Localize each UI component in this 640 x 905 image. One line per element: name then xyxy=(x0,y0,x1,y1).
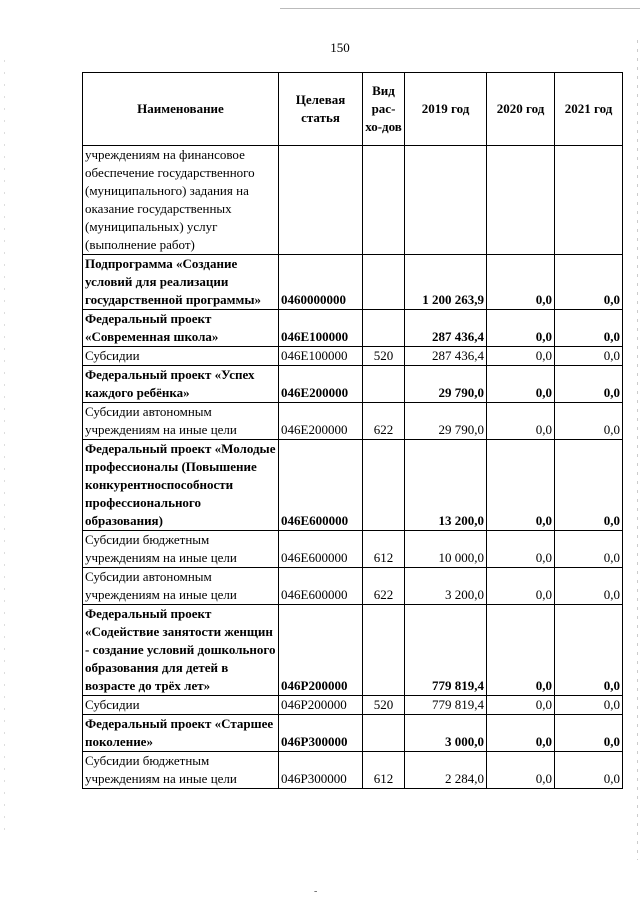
table-row xyxy=(83,715,623,752)
row-code-cell: 046P200000 xyxy=(279,605,363,696)
table-row xyxy=(83,568,623,605)
row-2019-cell: 1 200 263,9 xyxy=(405,255,487,310)
row-2020-cell: 0,0 xyxy=(487,752,555,789)
row-name-cell: Субсидии бюджетным учреждениям на иные цели xyxy=(83,531,279,568)
row-2021-cell: 0,0 xyxy=(555,568,623,605)
table-header-row xyxy=(83,73,623,146)
row-2019-cell: 287 436,4 xyxy=(405,347,487,366)
row-2020-cell xyxy=(487,146,555,255)
header-name: Наименование xyxy=(83,73,279,146)
row-2020-cell: 0,0 xyxy=(487,531,555,568)
row-name-cell: Федеральный проект «Содействие занятости женщин - создание условий дошкольного образования для детей в возрасте до трёх лет» xyxy=(83,605,279,696)
row-2019-cell: 13 200,0 xyxy=(405,440,487,531)
row-2021-cell: 0,0 xyxy=(555,531,623,568)
row-expense-type-cell: 612 xyxy=(363,752,405,789)
row-code-cell: 046Е200000 xyxy=(279,366,363,403)
row-2021-cell xyxy=(555,146,623,255)
row-code-cell: 0460000000 xyxy=(279,255,363,310)
row-2021-cell: 0,0 xyxy=(555,347,623,366)
row-2021-cell: 0,0 xyxy=(555,403,623,440)
page-number: 150 xyxy=(330,40,350,55)
header-code: Целевая статья xyxy=(279,73,363,146)
table-row xyxy=(83,531,623,568)
row-name-cell: Федеральный проект «Старшее поколение» xyxy=(83,715,279,752)
row-code-cell: 046Е600000 xyxy=(279,440,363,531)
table-row xyxy=(83,440,623,531)
row-expense-type-cell: 612 xyxy=(363,531,405,568)
row-2020-cell: 0,0 xyxy=(487,310,555,347)
row-code-cell: 046Е100000 xyxy=(279,347,363,366)
row-name-cell: Федеральный проект «Успех каждого ребёнка» xyxy=(83,366,279,403)
row-expense-type-cell xyxy=(363,605,405,696)
header-expense-type: Вид рас-хо-дов xyxy=(363,73,405,146)
row-2019-cell: 2 284,0 xyxy=(405,752,487,789)
row-2021-cell: 0,0 xyxy=(555,255,623,310)
scan-artifact-right-edge xyxy=(637,40,638,860)
row-expense-type-cell: 520 xyxy=(363,696,405,715)
row-expense-type-cell: 622 xyxy=(363,403,405,440)
row-2020-cell: 0,0 xyxy=(487,715,555,752)
row-2019-cell xyxy=(405,146,487,255)
table-row xyxy=(83,696,623,715)
row-code-cell: 046P200000 xyxy=(279,696,363,715)
row-2019-cell: 779 819,4 xyxy=(405,696,487,715)
row-code-cell: 046P300000 xyxy=(279,715,363,752)
row-2020-cell: 0,0 xyxy=(487,605,555,696)
budget-table xyxy=(82,72,623,789)
row-name-cell: Субсидии автономным учреждениям на иные цели xyxy=(83,403,279,440)
row-2019-cell: 29 790,0 xyxy=(405,366,487,403)
row-expense-type-cell xyxy=(363,146,405,255)
row-2020-cell: 0,0 xyxy=(487,696,555,715)
row-2019-cell: 779 819,4 xyxy=(405,605,487,696)
table-row xyxy=(83,403,623,440)
row-2019-cell: 287 436,4 xyxy=(405,310,487,347)
scan-artifact-top-line xyxy=(280,8,640,9)
row-expense-type-cell: 622 xyxy=(363,568,405,605)
row-2021-cell: 0,0 xyxy=(555,440,623,531)
row-2019-cell: 3 000,0 xyxy=(405,715,487,752)
row-name-cell: Субсидии xyxy=(83,696,279,715)
row-2021-cell: 0,0 xyxy=(555,715,623,752)
row-expense-type-cell xyxy=(363,715,405,752)
footer-mark: - xyxy=(314,886,318,897)
table-row xyxy=(83,146,623,255)
scan-artifact-left-edge xyxy=(4,60,5,840)
table-row xyxy=(83,255,623,310)
row-2020-cell: 0,0 xyxy=(487,255,555,310)
row-name-cell: Федеральный проект «Современная школа» xyxy=(83,310,279,347)
header-2020: 2020 год xyxy=(487,73,555,146)
row-2020-cell: 0,0 xyxy=(487,440,555,531)
row-name-cell: Субсидии автономным учреждениям на иные цели xyxy=(83,568,279,605)
row-code-cell xyxy=(279,146,363,255)
header-2019: 2019 год xyxy=(405,73,487,146)
row-2021-cell: 0,0 xyxy=(555,366,623,403)
row-code-cell: 046Е100000 xyxy=(279,310,363,347)
table-row xyxy=(83,347,623,366)
row-name-cell: Субсидии бюджетным учреждениям на иные цели xyxy=(83,752,279,789)
table-row xyxy=(83,366,623,403)
row-code-cell: 046P300000 xyxy=(279,752,363,789)
row-code-cell: 046Е600000 xyxy=(279,531,363,568)
row-expense-type-cell xyxy=(363,366,405,403)
row-expense-type-cell xyxy=(363,310,405,347)
row-expense-type-cell xyxy=(363,440,405,531)
row-2020-cell: 0,0 xyxy=(487,366,555,403)
row-2021-cell: 0,0 xyxy=(555,310,623,347)
row-2021-cell: 0,0 xyxy=(555,605,623,696)
row-name-cell: учреждениям на финансовое обеспечение государственного (муниципального) задания на оказание государственных (муниципальных) услуг (выполнение работ) xyxy=(83,146,279,255)
table-row xyxy=(83,605,623,696)
row-code-cell: 046Е600000 xyxy=(279,568,363,605)
table-row xyxy=(83,752,623,789)
row-2020-cell: 0,0 xyxy=(487,403,555,440)
row-2021-cell: 0,0 xyxy=(555,696,623,715)
row-expense-type-cell: 520 xyxy=(363,347,405,366)
row-name-cell: Субсидии xyxy=(83,347,279,366)
row-2019-cell: 3 200,0 xyxy=(405,568,487,605)
row-2021-cell: 0,0 xyxy=(555,752,623,789)
table-row xyxy=(83,310,623,347)
header-2021: 2021 год xyxy=(555,73,623,146)
row-expense-type-cell xyxy=(363,255,405,310)
row-code-cell: 046Е200000 xyxy=(279,403,363,440)
table-body xyxy=(83,146,623,789)
row-name-cell: Федеральный проект «Молодые профессионалы (Повышение конкурентноспособности профессионального образования) xyxy=(83,440,279,531)
row-2020-cell: 0,0 xyxy=(487,568,555,605)
row-2020-cell: 0,0 xyxy=(487,347,555,366)
row-2019-cell: 10 000,0 xyxy=(405,531,487,568)
row-name-cell: Подпрограмма «Создание условий для реализации государственной программы» xyxy=(83,255,279,310)
row-2019-cell: 29 790,0 xyxy=(405,403,487,440)
